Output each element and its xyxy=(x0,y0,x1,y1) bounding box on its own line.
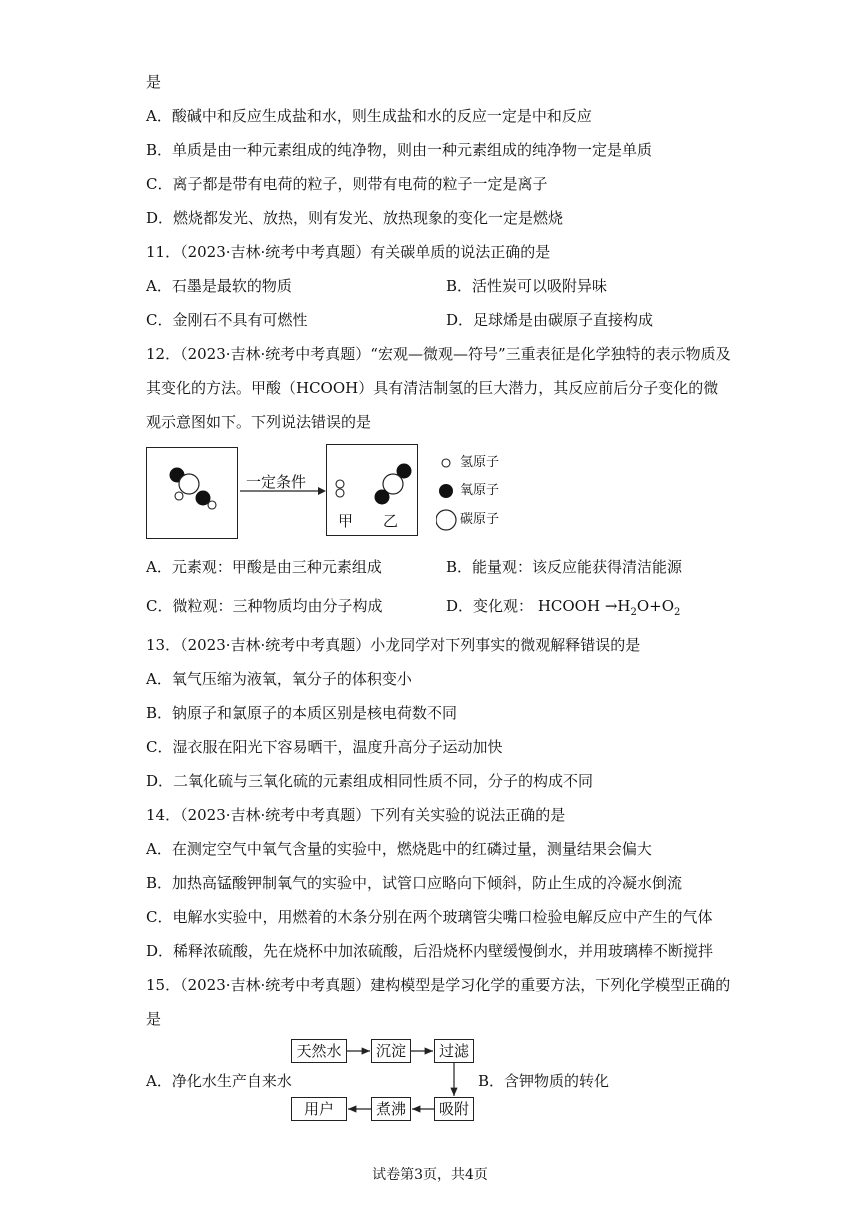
q11-option-a: A．石墨是最软的物质 xyxy=(146,277,292,295)
q12-stem-line-3: 观示意图如下。下列说法错误的是 xyxy=(146,413,372,431)
q14-option-a: A．在测定空气中氧气含量的实验中，燃烧匙中的红磷过量，测量结果会偏大 xyxy=(146,840,652,858)
flow-step-natural-water: 天然水 xyxy=(291,1039,347,1063)
q13-option-b: B．钠原子和氯原子的本质区别是核电荷数不同 xyxy=(146,704,458,722)
legend-oxygen: 氧原子 xyxy=(460,483,500,498)
q11-stem: 11．（2023·吉林·统考中考真题）有关碳单质的说法正确的是 xyxy=(146,243,551,261)
q14-option-c: C．电解水实验中，用燃着的木条分别在两个玻璃管尖嘴口检验电解反应中产生的气体 xyxy=(146,908,713,926)
q10-option-b: B．单质是由一种元素组成的纯净物，则由一种元素组成的纯净物一定是单质 xyxy=(146,141,653,159)
q15-stem-line-1: 15．（2023·吉林·统考中考真题）建构模型是学习化学的重要方法，下列化学模型正确的 xyxy=(146,976,731,994)
reactant-box xyxy=(146,447,238,539)
q13-option-d: D．二氧化硫与三氧化硫的元素组成相同性质不同，分子的构成不同 xyxy=(146,772,594,790)
q13-option-c: C．湿衣服在阳光下容易晒干，温度升高分子运动加快 xyxy=(146,738,503,756)
q14-option-b: B．加热高锰酸钾制氧气的实验中，试管口应略向下倾斜，防止生成的冷凝水倒流 xyxy=(146,874,683,892)
q12-option-b: B．能量观：该反应能获得清洁能源 xyxy=(446,558,683,576)
q11-option-d: D．足球烯是由碳原子直接构成 xyxy=(446,311,654,329)
flow-step-sediment: 沉淀 xyxy=(371,1039,411,1063)
q15-option-a: A．净化水生产自来水 xyxy=(146,1072,292,1090)
label-yi: 乙 xyxy=(383,512,399,530)
legend-carbon: 碳原子 xyxy=(460,512,500,527)
q13-option-a: A．氧气压缩为液氧，氧分子的体积变小 xyxy=(146,670,412,688)
q10-option-a: A．酸碱中和反应生成盐和水，则生成盐和水的反应一定是中和反应 xyxy=(146,107,592,125)
q15-stem-line-2: 是 xyxy=(146,1010,162,1028)
q11-option-c: C．金刚石不具有可燃性 xyxy=(146,311,308,329)
q12-option-c: C．微粒观：三种物质均由分子构成 xyxy=(146,597,383,615)
reaction-arrow-icon xyxy=(240,485,326,497)
product-box xyxy=(326,444,418,536)
flow-step-boil: 煮沸 xyxy=(371,1097,411,1121)
q12-option-d-formula: HCOOH xyxy=(537,597,601,615)
q15-option-b: B．含钾物质的转化 xyxy=(478,1072,610,1090)
flow-step-user: 用户 xyxy=(291,1097,347,1121)
legend-icons xyxy=(436,455,460,535)
reaction-condition-label: 一定条件 xyxy=(246,473,307,491)
label-jia: 甲 xyxy=(338,512,354,530)
question-continuation: 是 xyxy=(146,73,162,91)
flow-step-adsorb: 吸附 xyxy=(434,1097,474,1121)
q12-option-d-prefix: D．变化观： xyxy=(446,597,534,615)
page-footer: 试卷第3页，共4页 xyxy=(372,1167,488,1183)
q12-option-a: A．元素观：甲酸是由三种元素组成 xyxy=(146,558,382,576)
q12-stem-line-1: 12．（2023·吉林·统考中考真题）“宏观—微观—符号”三重表征是化学独特的表示物质及 xyxy=(146,345,731,363)
q11-option-b: B．活性炭可以吸附异味 xyxy=(446,277,608,295)
q14-stem: 14．（2023·吉林·统考中考真题）下列有关实验的说法正确的是 xyxy=(146,806,566,824)
q12-stem-line-2: 其变化的方法。甲酸（HCOOH）具有清洁制氢的巨大潜力，其反应前后分子变化的微 xyxy=(146,379,719,397)
formic-acid-molecule-icon xyxy=(147,448,237,538)
q10-option-d: D．燃烧都发光、放热，则有发光、放热现象的变化一定是燃烧 xyxy=(146,209,564,227)
q14-option-d: D．稀释浓硫酸，先在烧杯中加浓硫酸，后沿烧杯内壁缓慢倒水，并用玻璃棒不断搅拌 xyxy=(146,942,714,960)
legend-hydrogen: 氢原子 xyxy=(460,455,500,470)
q12-option-d-arrow: → xyxy=(604,597,618,615)
flow-step-filter: 过滤 xyxy=(434,1039,474,1063)
q10-option-c: C．离子都是带有电荷的粒子，则带有电荷的粒子一定是离子 xyxy=(146,175,548,193)
q13-stem: 13．（2023·吉林·统考中考真题）小龙同学对下列事实的微观解释错误的是 xyxy=(146,636,641,654)
q12-option-d: D．变化观： HCOOH $\to H_2O+O_2$ xyxy=(446,597,681,618)
